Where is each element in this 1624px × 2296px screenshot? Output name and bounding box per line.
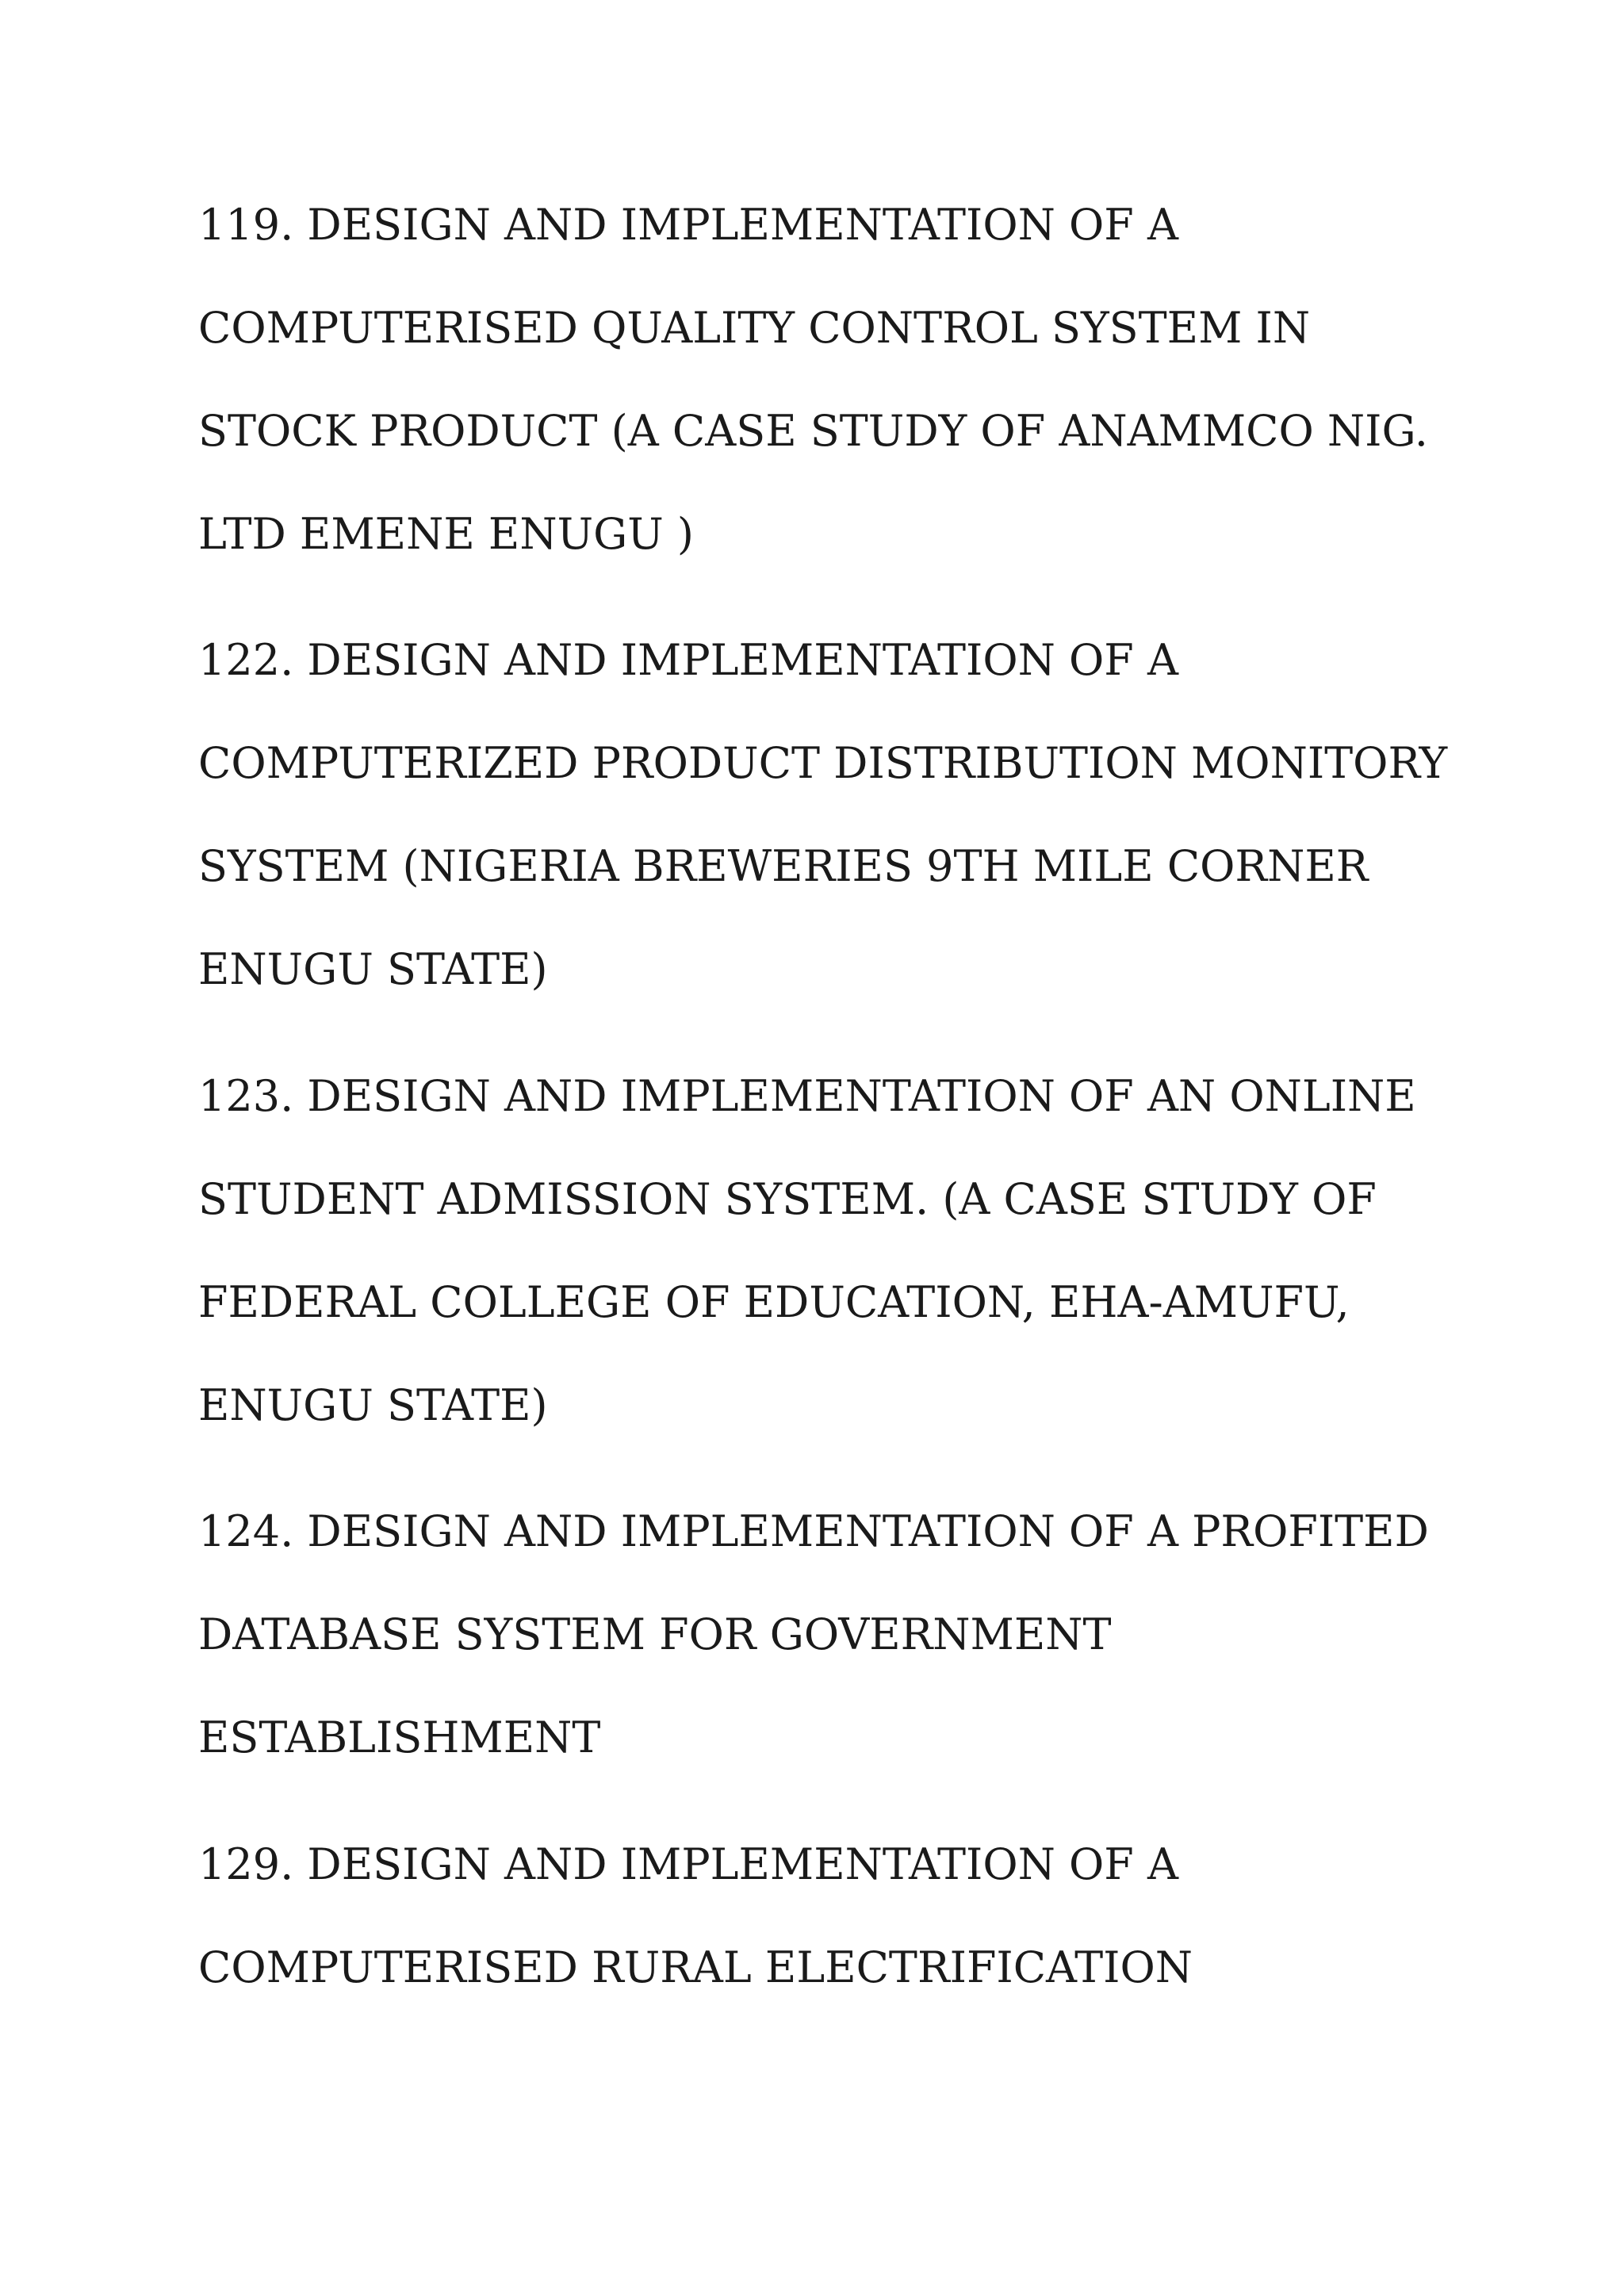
entry-119-line-1: 119. DESIGN AND IMPLEMENTATION OF A	[198, 200, 1178, 250]
entry-122-line-2: COMPUTERIZED PRODUCT DISTRIBUTION MONITORY	[198, 738, 1448, 788]
entry-123-line-1: 123. DESIGN AND IMPLEMENTATION OF AN ONLINE	[198, 1071, 1416, 1121]
entry-124-line-1: 124. DESIGN AND IMPLEMENTATION OF A PROFITED	[198, 1506, 1429, 1556]
entry-119-line-4: LTD EMENE ENUGU )	[198, 509, 694, 559]
entry-129-line-2: COMPUTERISED RURAL ELECTRIFICATION	[198, 1942, 1193, 1992]
entry-124-line-2: DATABASE SYSTEM FOR GOVERNMENT	[198, 1609, 1112, 1659]
entry-129-line-1: 129. DESIGN AND IMPLEMENTATION OF A	[198, 1839, 1178, 1889]
entry-123-line-4: ENUGU STATE)	[198, 1380, 548, 1430]
entry-119-line-3: STOCK PRODUCT (A CASE STUDY OF ANAMMCO NIG.	[198, 406, 1428, 456]
entry-124-line-3: ESTABLISHMENT	[198, 1712, 601, 1762]
entry-119-line-2: COMPUTERISED QUALITY CONTROL SYSTEM IN	[198, 303, 1311, 353]
entry-122-line-3: SYSTEM (NIGERIA BREWERIES 9TH MILE CORNER	[198, 841, 1369, 891]
entry-123-line-2: STUDENT ADMISSION SYSTEM. (A CASE STUDY OF	[198, 1174, 1377, 1224]
entry-122-line-1: 122. DESIGN AND IMPLEMENTATION OF A	[198, 635, 1178, 685]
entry-123-line-3: FEDERAL COLLEGE OF EDUCATION, EHA-AMUFU,	[198, 1277, 1350, 1327]
entry-122-line-4: ENUGU STATE)	[198, 944, 548, 994]
